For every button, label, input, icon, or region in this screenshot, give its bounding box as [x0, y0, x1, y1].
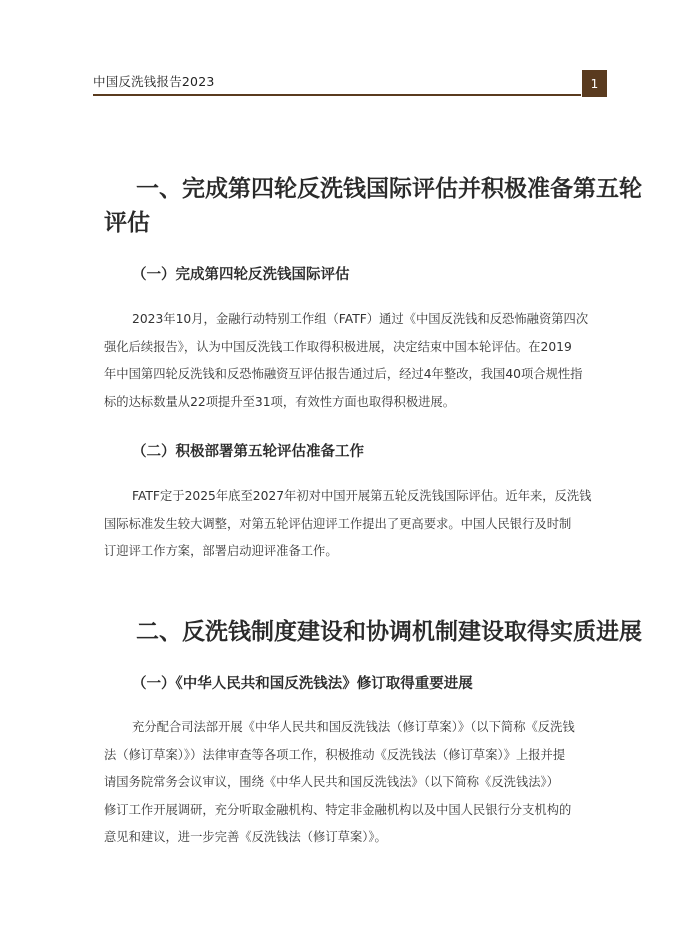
section-1-title-line: 一、完成第四轮反洗钱国际评估并积极准备第五轮	[136, 175, 642, 202]
section-1-sub-2-title: （二）积极部署第五轮评估准备工作	[132, 444, 364, 460]
paragraph-line: 法（修订草案）》）法律审查等各项工作，积极推动《反洗钱法（修订草案）》上报并提	[104, 747, 566, 762]
section-1-title	[104, 172, 642, 240]
paragraph-line: 年中国第四轮反洗钱和反恐怖融资互评估报告通过后，经过4年整改，我国40项合规性指	[104, 367, 583, 381]
section-1-sub-2-paragraph	[104, 483, 604, 566]
paragraph-line: 意见和建议，进一步完善《反洗钱法（修订草案）》。	[104, 830, 387, 844]
section-2-title-line: 二、反洗钱制度建设和协调机制建设取得实质进展	[136, 618, 642, 645]
section-1-sub-1-paragraph	[104, 306, 604, 416]
header-divider	[93, 94, 581, 96]
paragraph-line: FATF定于2025年底至2027年初对中国开展第五轮反洗钱国际评估。近年来，反洗钱	[132, 489, 592, 503]
section-1-title-line: 评估	[104, 209, 150, 236]
report-header-title: 中国反洗钱报告2023	[93, 74, 215, 89]
paragraph-line: 标的达标数量从22项提升至31项，有效性方面也取得积极进展。	[104, 394, 456, 409]
paragraph-line: 请国务院常务会议审议，围绕《中华人民共和国反洗钱法》（以下简称《反洗钱法》）	[104, 775, 559, 789]
section-2-sub-1-title: （一）《中华人民共和国反洗钱法》修订取得重要进展	[132, 676, 473, 692]
paragraph-line: 强化后续报告》，认为中国反洗钱工作取得积极进展，决定结束中国本轮评估。在2019	[104, 339, 572, 354]
paragraph-line: 2023年10月，金融行动特别工作组（FATF）通过《中国反洗钱和反恐怖融资第四次	[132, 312, 589, 326]
paragraph-line: 修订工作开展调研，充分听取金融机构、特定非金融机构以及中国人民银行分支机构的	[104, 802, 572, 817]
section-2-sub-1-paragraph	[104, 714, 604, 852]
section-2-title	[104, 615, 642, 649]
paragraph-line: 充分配合司法部开展《中华人民共和国反洗钱法（修订草案）》（以下简称《反洗钱	[132, 720, 575, 734]
paragraph-line: 国际标准发生较大调整，对第五轮评估迎评工作提出了更高要求。中国人民银行及时制	[104, 516, 572, 531]
section-1-sub-1-title: （一）完成第四轮反洗钱国际评估	[132, 267, 350, 283]
paragraph-line: 订迎评工作方案，部署启动迎评准备工作。	[104, 544, 338, 558]
page-number: 1	[582, 70, 607, 97]
